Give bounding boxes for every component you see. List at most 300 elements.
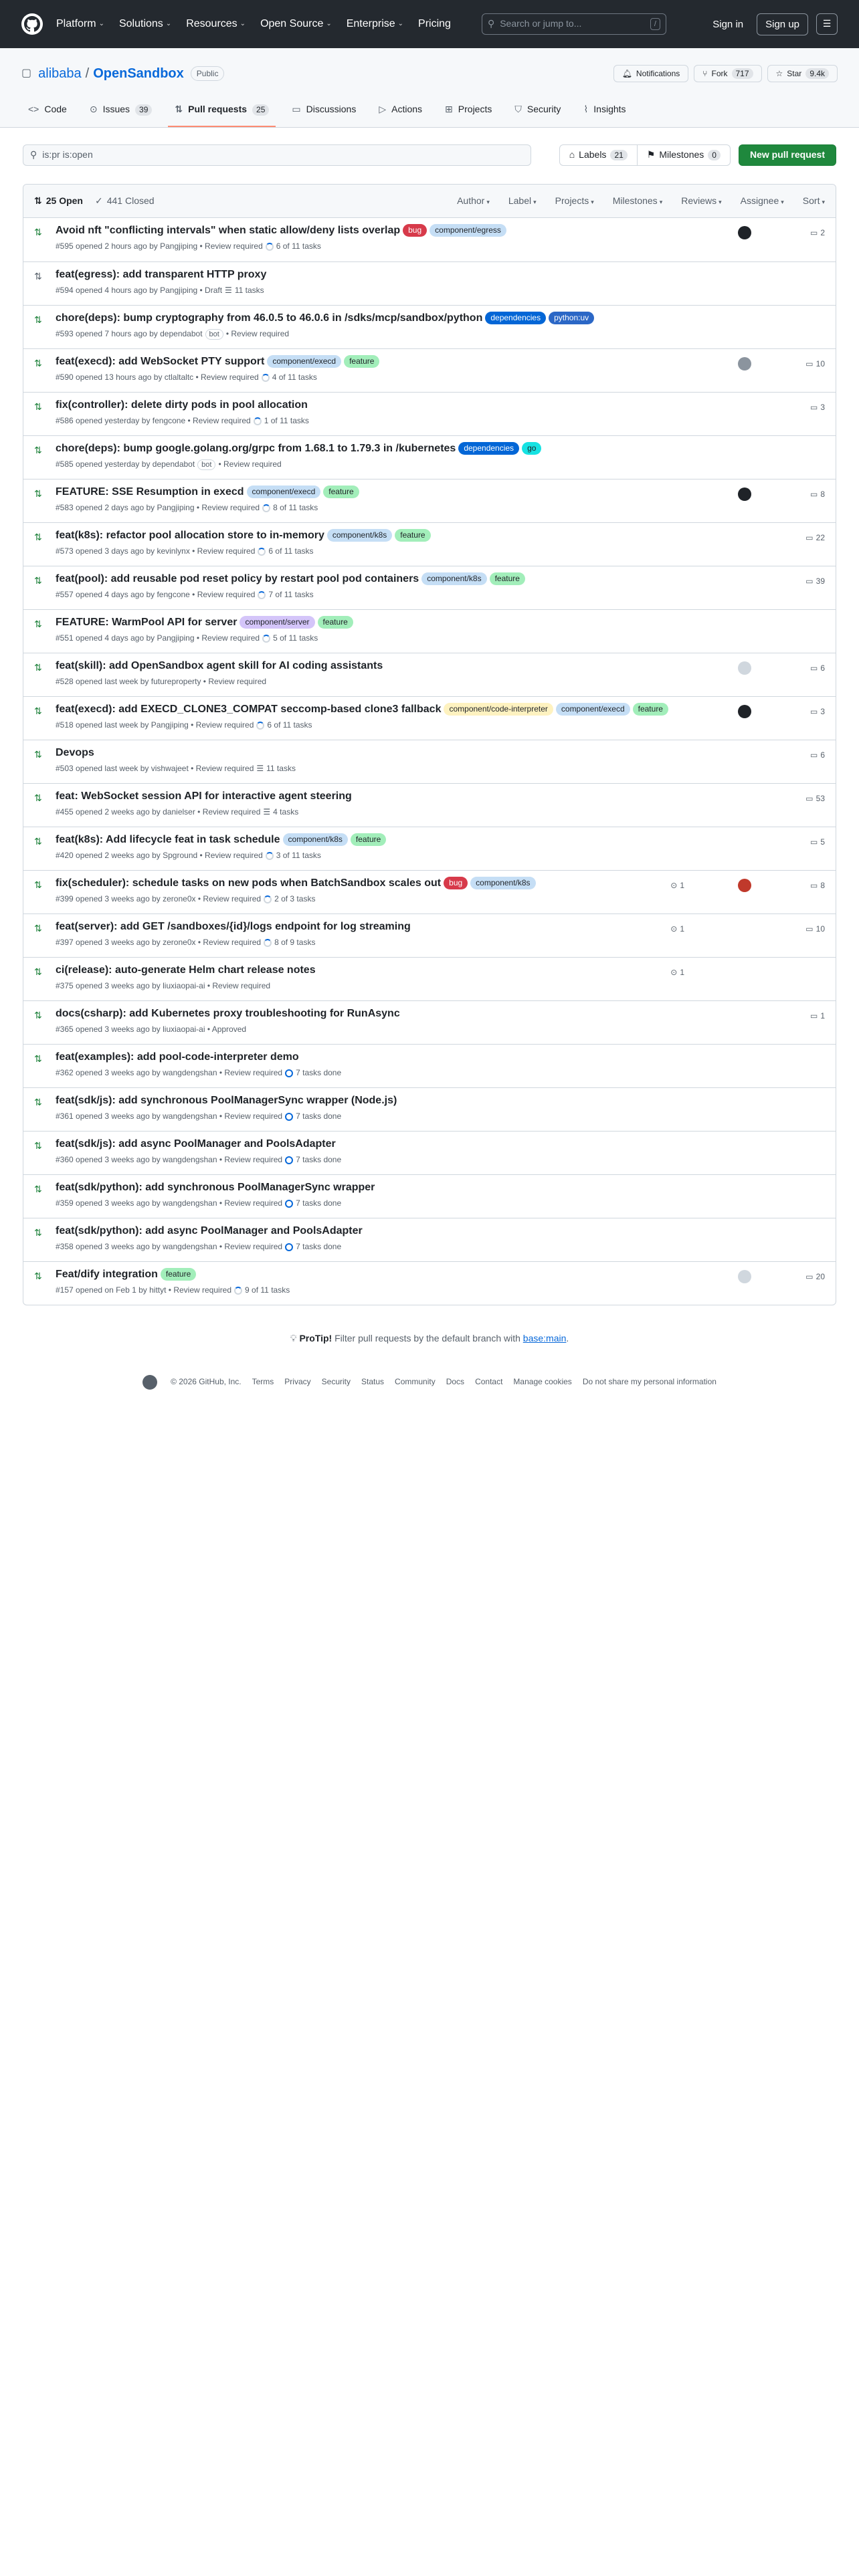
- reviewer-avatar[interactable]: [738, 661, 751, 675]
- task-count: 6 of 11 tasks: [276, 241, 321, 251]
- label-badge[interactable]: python:uv: [549, 312, 594, 324]
- task-progress: [285, 1067, 341, 1079]
- label-badge[interactable]: dependencies: [458, 442, 519, 455]
- pull-request-row[interactable]: [23, 870, 836, 914]
- pull-request-row[interactable]: [23, 305, 836, 348]
- light-bulb-icon: 💡︎: [290, 1333, 297, 1344]
- task-progress: [225, 285, 264, 296]
- list-header: [23, 185, 836, 218]
- labels-button[interactable]: [560, 145, 637, 165]
- tab-projects-label: Projects: [458, 104, 492, 115]
- pr-title-link[interactable]: feat(execd): add EXECD_CLONE3_COMPAT seccomp-based clone3 fallback: [56, 704, 442, 715]
- task-progress: [285, 1154, 341, 1166]
- comment-count[interactable]: [791, 1010, 825, 1022]
- reviewer-avatar[interactable]: [738, 488, 751, 501]
- linked-issue[interactable]: [670, 880, 684, 891]
- chevron-down-icon: ▾: [591, 198, 594, 205]
- pr-title-link[interactable]: Avoid nft "conflicting intervals" when static allow/deny lists overlap: [56, 225, 401, 236]
- closed-filter[interactable]: [95, 195, 155, 208]
- label-badge[interactable]: feature: [161, 1268, 196, 1281]
- pr-right-meta: [791, 835, 825, 849]
- comment-count-value: 8: [820, 489, 825, 499]
- pull-request-row[interactable]: [23, 348, 836, 392]
- closed-count-label: 441 Closed: [106, 195, 155, 206]
- pull-request-row[interactable]: [23, 218, 836, 261]
- reviewer-avatar[interactable]: [738, 879, 751, 892]
- label-list: [441, 704, 668, 714]
- sign-up-button[interactable]: Sign up: [757, 13, 808, 35]
- progress-ring-icon: [256, 722, 264, 730]
- pull-request-icon: ⇅: [34, 227, 42, 237]
- tab-projects[interactable]: [438, 103, 498, 127]
- tab-discussions[interactable]: [285, 103, 363, 127]
- pr-meta-text: #503 opened last week by vishwajeet • Review required: [56, 764, 254, 774]
- pr-content: [56, 441, 825, 470]
- progress-ring-icon: [285, 1200, 293, 1208]
- labels-count: 21: [610, 150, 627, 161]
- pr-content: [56, 311, 825, 340]
- pr-content: [56, 1050, 825, 1079]
- pull-request-row[interactable]: [23, 1087, 836, 1131]
- pr-title-link[interactable]: feat(skill): add OpenSandbox agent skill for AI coding assistants: [56, 660, 383, 671]
- labels-milestones-group: [559, 144, 731, 166]
- menu-icon[interactable]: ☰: [816, 13, 838, 35]
- notifications-label: Notifications: [636, 68, 680, 78]
- comment-count[interactable]: [791, 880, 825, 891]
- sign-in-link[interactable]: Sign in: [712, 18, 744, 30]
- footer-link[interactable]: Privacy: [284, 1377, 311, 1387]
- pr-title-link[interactable]: chore(deps): bump google.golang.org/grpc from 1.68.1 to 1.79.3 in /kubernetes: [56, 443, 456, 454]
- pr-meta-text: #518 opened last week by Pangjiping • Review required: [56, 720, 254, 730]
- task-progress: [263, 807, 298, 818]
- comment-count-value: 10: [816, 924, 825, 934]
- label-badge[interactable]: component/code-interpreter: [444, 703, 553, 716]
- comment-count[interactable]: [791, 750, 825, 761]
- pull-request-row[interactable]: [23, 479, 836, 522]
- pull-request-row[interactable]: [23, 566, 836, 609]
- pull-request-row[interactable]: [23, 1261, 836, 1305]
- comment-icon: ▭: [809, 750, 818, 760]
- milestones-label: Milestones: [659, 149, 704, 160]
- tab-discussions-label: Discussions: [306, 104, 357, 115]
- filter-bar: [23, 141, 836, 169]
- pr-title-link[interactable]: docs(csharp): add Kubernetes proxy troubleshooting for RunAsync: [56, 1008, 400, 1019]
- task-count: 9 of 11 tasks: [245, 1285, 290, 1295]
- pull-request-row[interactable]: [23, 609, 836, 653]
- filter-label: Milestones: [612, 195, 658, 206]
- label-badge[interactable]: component/execd: [556, 703, 630, 716]
- protip-link[interactable]: base:main: [522, 1333, 567, 1344]
- pr-meta: [56, 1111, 825, 1122]
- pr-meta: [56, 372, 825, 383]
- comment-count[interactable]: [791, 489, 825, 500]
- comment-count[interactable]: [791, 1271, 825, 1283]
- pull-request-row[interactable]: [23, 392, 836, 435]
- reviewer-avatar[interactable]: [738, 357, 751, 370]
- label-badge[interactable]: component/k8s: [327, 529, 392, 542]
- pr-title-link[interactable]: feat(sdk/python): add synchronous PoolManagerSync wrapper: [56, 1182, 375, 1193]
- task-count: 7 of 11 tasks: [268, 590, 314, 600]
- linked-issue-count: 1: [680, 924, 684, 934]
- chevron-down-icon: ⌄: [326, 19, 332, 27]
- pr-title-link[interactable]: feat(execd): add WebSocket PTY support: [56, 356, 265, 367]
- pr-content: [56, 876, 825, 905]
- label-badge[interactable]: feature: [633, 703, 668, 716]
- comment-count-value: 2: [820, 227, 825, 237]
- footer-link[interactable]: Manage cookies: [513, 1377, 572, 1387]
- label-badge[interactable]: feature: [351, 833, 386, 846]
- pull-request-row[interactable]: [23, 740, 836, 783]
- task-progress: [266, 850, 321, 861]
- open-count-label: 25 Open: [45, 195, 83, 206]
- tab-insights[interactable]: [577, 103, 632, 127]
- comment-icon: ▭: [805, 358, 814, 368]
- filter-reviews[interactable]: [681, 195, 721, 208]
- pr-title-link[interactable]: feat(k8s): refactor pool allocation store to in-memory: [56, 530, 324, 541]
- chevron-down-icon: ▾: [533, 198, 537, 205]
- pull-request-row[interactable]: [23, 1131, 836, 1174]
- pr-title-link[interactable]: fix(controller): delete dirty pods in pool allocation: [56, 399, 308, 411]
- pr-right-meta: [791, 574, 825, 588]
- tab-security-label: Security: [527, 104, 561, 115]
- pr-meta-text: #375 opened 3 weeks ago by liuxiaopai-ai • Review required: [56, 981, 271, 991]
- pr-meta: [56, 850, 825, 861]
- pull-request-icon: ⇅: [34, 445, 42, 455]
- tab-pull-requests-label: Pull requests: [188, 104, 248, 115]
- pull-request-icon: ⇅: [34, 488, 42, 499]
- footer-link[interactable]: Community: [395, 1377, 436, 1387]
- pull-request-row[interactable]: [23, 696, 836, 740]
- tab-issues[interactable]: [83, 103, 159, 127]
- pull-request-icon: ⇅: [34, 836, 42, 847]
- tab-insights-label: Insights: [593, 104, 626, 115]
- progress-ring-icon: [266, 852, 274, 860]
- label-badge[interactable]: bug: [403, 224, 427, 237]
- pr-title-link[interactable]: feat: WebSocket session API for interactive agent steering: [56, 790, 352, 802]
- pr-meta-text: #551 opened 4 days ago by Pangjiping • Review required: [56, 633, 260, 643]
- pull-request-icon: ⇅: [34, 1227, 42, 1238]
- pr-title-link[interactable]: ci(release): auto-generate Helm chart release notes: [56, 964, 316, 976]
- comment-count[interactable]: [791, 402, 825, 413]
- label-badge[interactable]: component/k8s: [470, 877, 535, 889]
- pr-title-link[interactable]: FEATURE: SSE Resumption in execd: [56, 486, 244, 498]
- progress-ring-icon: [262, 374, 270, 382]
- comment-count-value: 5: [820, 837, 825, 847]
- pr-meta-text: #594 opened 4 hours ago by Pangjiping • Draft: [56, 286, 223, 296]
- linked-issue[interactable]: [670, 967, 684, 978]
- pull-request-row[interactable]: [23, 522, 836, 566]
- label-badge[interactable]: component/server: [240, 616, 314, 629]
- label-badge[interactable]: feature: [490, 572, 525, 585]
- visibility-badge: Public: [191, 66, 225, 81]
- progress-ring-icon: [285, 1243, 293, 1251]
- comment-icon: ▭: [809, 880, 818, 890]
- label-badge[interactable]: component/k8s: [421, 572, 486, 585]
- pr-title-link[interactable]: chore(deps): bump cryptography from 46.0.5 to 46.0.6 in /sdks/mcp/sandbox/python: [56, 312, 483, 324]
- comment-count-value: 6: [820, 750, 825, 760]
- pull-request-row[interactable]: [23, 827, 836, 870]
- pr-content: [56, 223, 825, 252]
- pr-meta: [56, 1067, 825, 1079]
- filter-assignee[interactable]: [741, 195, 784, 208]
- task-count: 2 of 3 tasks: [274, 894, 316, 904]
- pull-request-row[interactable]: [23, 1174, 836, 1218]
- footer-link[interactable]: Security: [321, 1377, 351, 1387]
- pr-title-link[interactable]: Devops: [56, 747, 94, 758]
- repo-name-link[interactable]: OpenSandbox: [93, 66, 184, 81]
- pr-meta: [56, 633, 825, 644]
- repo-tabs: [21, 94, 838, 127]
- pr-right-meta: [670, 922, 825, 936]
- repo-header: [0, 48, 859, 128]
- pull-request-icon: ⇅: [175, 104, 183, 115]
- tab-pull-requests[interactable]: [168, 103, 276, 127]
- comment-count-value: 20: [816, 1271, 825, 1281]
- comment-count-value: 8: [820, 880, 825, 890]
- pr-filter-input[interactable]: [23, 144, 531, 166]
- star-button[interactable]: [767, 65, 838, 83]
- task-count: 7 tasks done: [296, 1242, 342, 1252]
- pr-content: [56, 528, 825, 557]
- comment-count[interactable]: [791, 924, 825, 935]
- pull-request-row[interactable]: [23, 914, 836, 957]
- nav-enterprise[interactable]: [347, 17, 403, 31]
- filter-sort[interactable]: [803, 195, 825, 208]
- pr-title-link[interactable]: feat(sdk/js): add async PoolManager and PoolsAdapter: [56, 1138, 336, 1150]
- nav-platform-label: Platform: [56, 17, 96, 29]
- pr-title-link[interactable]: fix(scheduler): schedule tasks on new pods when BatchSandbox scales out: [56, 877, 442, 889]
- pull-request-row[interactable]: [23, 261, 836, 305]
- linked-issue-count: 1: [680, 967, 684, 977]
- nav-solutions-label: Solutions: [118, 17, 163, 29]
- label-badge[interactable]: component/execd: [267, 355, 341, 368]
- pull-request-icon: ⇅: [34, 532, 42, 542]
- label-badge[interactable]: feature: [323, 486, 359, 498]
- label-badge[interactable]: component/egress: [430, 224, 506, 237]
- filter-label: Reviews: [681, 195, 717, 206]
- nav-resources-label: Resources: [186, 17, 237, 29]
- pr-meta: [56, 937, 825, 948]
- pr-title-link[interactable]: FEATURE: WarmPool API for server: [56, 617, 237, 628]
- pr-title-link[interactable]: feat(server): add GET /sandboxes/{id}/logs endpoint for log streaming: [56, 921, 411, 932]
- reviewer-avatar[interactable]: [738, 1270, 751, 1283]
- pull-request-icon: ⇅: [34, 195, 42, 206]
- chevron-down-icon: ▾: [659, 198, 663, 205]
- pr-meta-text: #361 opened 3 weeks ago by wangdengshan • Review required: [56, 1111, 283, 1121]
- pull-request-row[interactable]: [23, 957, 836, 1000]
- comment-count-value: 6: [820, 663, 825, 673]
- pull-request-row[interactable]: [23, 1044, 836, 1087]
- chevron-down-icon: ▾: [719, 198, 722, 205]
- task-count: 4 tasks: [273, 807, 299, 817]
- tab-pull-requests-count: 25: [252, 104, 269, 116]
- label-list: [482, 312, 594, 323]
- pull-request-icon: ⇅: [34, 1140, 42, 1151]
- comment-count[interactable]: [791, 837, 825, 848]
- nav-pricing[interactable]: [418, 17, 451, 31]
- comment-count[interactable]: [791, 793, 825, 804]
- tab-security[interactable]: [508, 103, 567, 127]
- nav-open-source[interactable]: [260, 17, 332, 31]
- pr-meta-text: #573 opened 3 days ago by kevinlynx • Review required: [56, 546, 256, 556]
- reviewer-avatar[interactable]: [738, 226, 751, 239]
- comment-icon: ▭: [809, 402, 818, 412]
- pull-request-row[interactable]: [23, 653, 836, 696]
- footer-link[interactable]: Status: [361, 1377, 385, 1387]
- label-badge[interactable]: bug: [444, 877, 468, 889]
- pull-request-row[interactable]: [23, 1218, 836, 1261]
- reviewer-avatar[interactable]: [738, 705, 751, 718]
- label-list: [419, 573, 525, 584]
- pull-request-icon: ⇅: [34, 575, 42, 586]
- label-badge[interactable]: feature: [318, 616, 353, 629]
- task-progress: [285, 1111, 341, 1122]
- pull-requests-main: [0, 141, 859, 1390]
- pr-meta-review: • Review required: [225, 329, 290, 339]
- pr-meta-text: #399 opened 3 weeks ago by zerone0x • Review required: [56, 894, 262, 904]
- task-progress: [256, 720, 312, 731]
- pr-right-meta: [791, 792, 825, 805]
- comment-icon: ▭: [805, 793, 814, 803]
- filter-label[interactable]: [508, 195, 537, 208]
- global-header: [0, 0, 859, 48]
- tab-actions[interactable]: [372, 103, 429, 127]
- fork-button[interactable]: [694, 65, 761, 83]
- label-badge[interactable]: dependencies: [485, 312, 546, 324]
- comment-icon: ▭: [805, 924, 814, 934]
- linked-issue[interactable]: [670, 924, 684, 935]
- github-logo-icon[interactable]: [21, 13, 43, 35]
- pr-meta-text: #365 opened 3 weeks ago by liuxiaopai-ai • Approved: [56, 1025, 247, 1035]
- pr-title-link[interactable]: feat(sdk/python): add async PoolManager and PoolsAdapter: [56, 1225, 363, 1237]
- progress-ring-icon: [262, 635, 270, 643]
- pr-title-link[interactable]: Feat/dify integration: [56, 1269, 158, 1280]
- pull-request-row[interactable]: [23, 435, 836, 479]
- footer-link[interactable]: Do not share my personal information: [582, 1377, 717, 1387]
- pull-request-icon: ⇅: [34, 879, 42, 890]
- repo-owner-link[interactable]: alibaba: [38, 66, 82, 81]
- task-progress: [234, 1285, 290, 1296]
- star-count: 9.4k: [805, 68, 829, 80]
- comment-count[interactable]: [791, 227, 825, 239]
- pull-request-icon: ⇅: [34, 923, 42, 934]
- issue-icon: ⊙: [670, 880, 678, 890]
- filter-author[interactable]: [457, 195, 490, 208]
- comment-count[interactable]: [791, 663, 825, 674]
- comment-count-value: 10: [816, 358, 825, 368]
- comment-icon: ▭: [809, 663, 818, 673]
- footer-link[interactable]: Docs: [446, 1377, 465, 1387]
- comment-count[interactable]: [791, 532, 825, 544]
- pr-right-meta: [791, 401, 825, 414]
- pull-request-list: [23, 184, 836, 1305]
- tag-icon: ⌂: [569, 149, 575, 160]
- pr-meta: [56, 676, 825, 687]
- pr-title-link[interactable]: feat(examples): add pool-code-interpreter demo: [56, 1051, 299, 1063]
- new-pull-request-button[interactable]: New pull request: [739, 144, 836, 166]
- code-icon: <>: [28, 104, 39, 115]
- checklist-icon: ☰: [263, 807, 271, 817]
- pull-request-icon: ⇅: [34, 314, 42, 325]
- pr-meta: [56, 459, 825, 470]
- open-filter[interactable]: [34, 195, 83, 208]
- task-count: 3 of 11 tasks: [276, 851, 321, 861]
- nav-solutions[interactable]: [119, 17, 171, 31]
- pr-meta-text: #585 opened yesterday by dependabot: [56, 459, 195, 469]
- chevron-down-icon: ⌄: [165, 19, 172, 27]
- chevron-down-icon: ▾: [781, 198, 784, 205]
- label-badge[interactable]: feature: [344, 355, 379, 368]
- pr-content: [56, 920, 825, 948]
- repo-path-separator: /: [85, 66, 90, 81]
- task-count: 5 of 11 tasks: [273, 633, 318, 643]
- filter-projects[interactable]: [555, 195, 594, 208]
- github-logo-icon[interactable]: [142, 1375, 157, 1390]
- pr-meta: [56, 1241, 825, 1253]
- task-count: 8 of 9 tasks: [274, 938, 316, 948]
- comment-count[interactable]: [791, 706, 825, 718]
- repo-icon: ▢: [21, 67, 32, 79]
- footer-link[interactable]: Contact: [475, 1377, 503, 1387]
- pr-content: [56, 1006, 825, 1035]
- progress-ring-icon: [234, 1287, 242, 1295]
- global-search-input[interactable]: [482, 13, 666, 35]
- pr-right-meta: [791, 531, 825, 544]
- pr-meta: [56, 1154, 825, 1166]
- tab-issues-label: Issues: [102, 104, 130, 115]
- draft-pull-request-icon: ⇅: [34, 271, 42, 282]
- pull-request-row[interactable]: [23, 783, 836, 827]
- footer-link[interactable]: Terms: [252, 1377, 274, 1387]
- comment-count[interactable]: [791, 576, 825, 587]
- pr-content: [56, 833, 825, 861]
- pull-request-icon: ⇅: [34, 619, 42, 629]
- pr-meta-review: • Review required: [218, 459, 282, 469]
- label-badge[interactable]: feature: [395, 529, 430, 542]
- task-count: 7 tasks done: [296, 1111, 342, 1121]
- label-badge[interactable]: component/execd: [247, 486, 321, 498]
- pr-content: [56, 1224, 825, 1253]
- comment-count-value: 39: [816, 576, 825, 586]
- pr-meta: [56, 328, 825, 340]
- nav-platform[interactable]: [56, 17, 104, 31]
- pr-title-link[interactable]: feat(egress): add transparent HTTP proxy: [56, 269, 267, 280]
- label-badge[interactable]: component/k8s: [283, 833, 348, 846]
- label-badge[interactable]: go: [522, 442, 541, 455]
- pull-request-row[interactable]: [23, 1000, 836, 1044]
- issue-icon: ⊙: [670, 967, 678, 977]
- nav-resources[interactable]: [186, 17, 246, 31]
- pr-title-link[interactable]: feat(pool): add reusable pod reset policy by restart pool pod containers: [56, 573, 419, 584]
- notifications-button[interactable]: [613, 65, 689, 83]
- filter-milestones[interactable]: [613, 195, 662, 208]
- pull-request-icon: ⇅: [34, 706, 42, 716]
- tab-code[interactable]: [21, 103, 74, 127]
- progress-ring-icon: [285, 1113, 293, 1121]
- progress-ring-icon: [264, 939, 272, 947]
- shield-icon: ⛉: [514, 104, 522, 115]
- pr-title-link[interactable]: feat(sdk/js): add synchronous PoolManagerSync wrapper (Node.js): [56, 1095, 397, 1106]
- pull-request-icon: ⇅: [34, 662, 42, 673]
- pr-title-link[interactable]: feat(k8s): Add lifecycle feat in task schedule: [56, 834, 280, 845]
- milestones-button[interactable]: [637, 145, 730, 165]
- task-progress: [264, 937, 315, 948]
- pr-meta-text: #528 opened last week by futureproperty • Review required: [56, 677, 267, 687]
- linked-issue-count: 1: [680, 880, 684, 890]
- comment-count-value: 1: [820, 1010, 825, 1021]
- comment-count[interactable]: [791, 358, 825, 370]
- comment-count-value: 53: [816, 793, 825, 803]
